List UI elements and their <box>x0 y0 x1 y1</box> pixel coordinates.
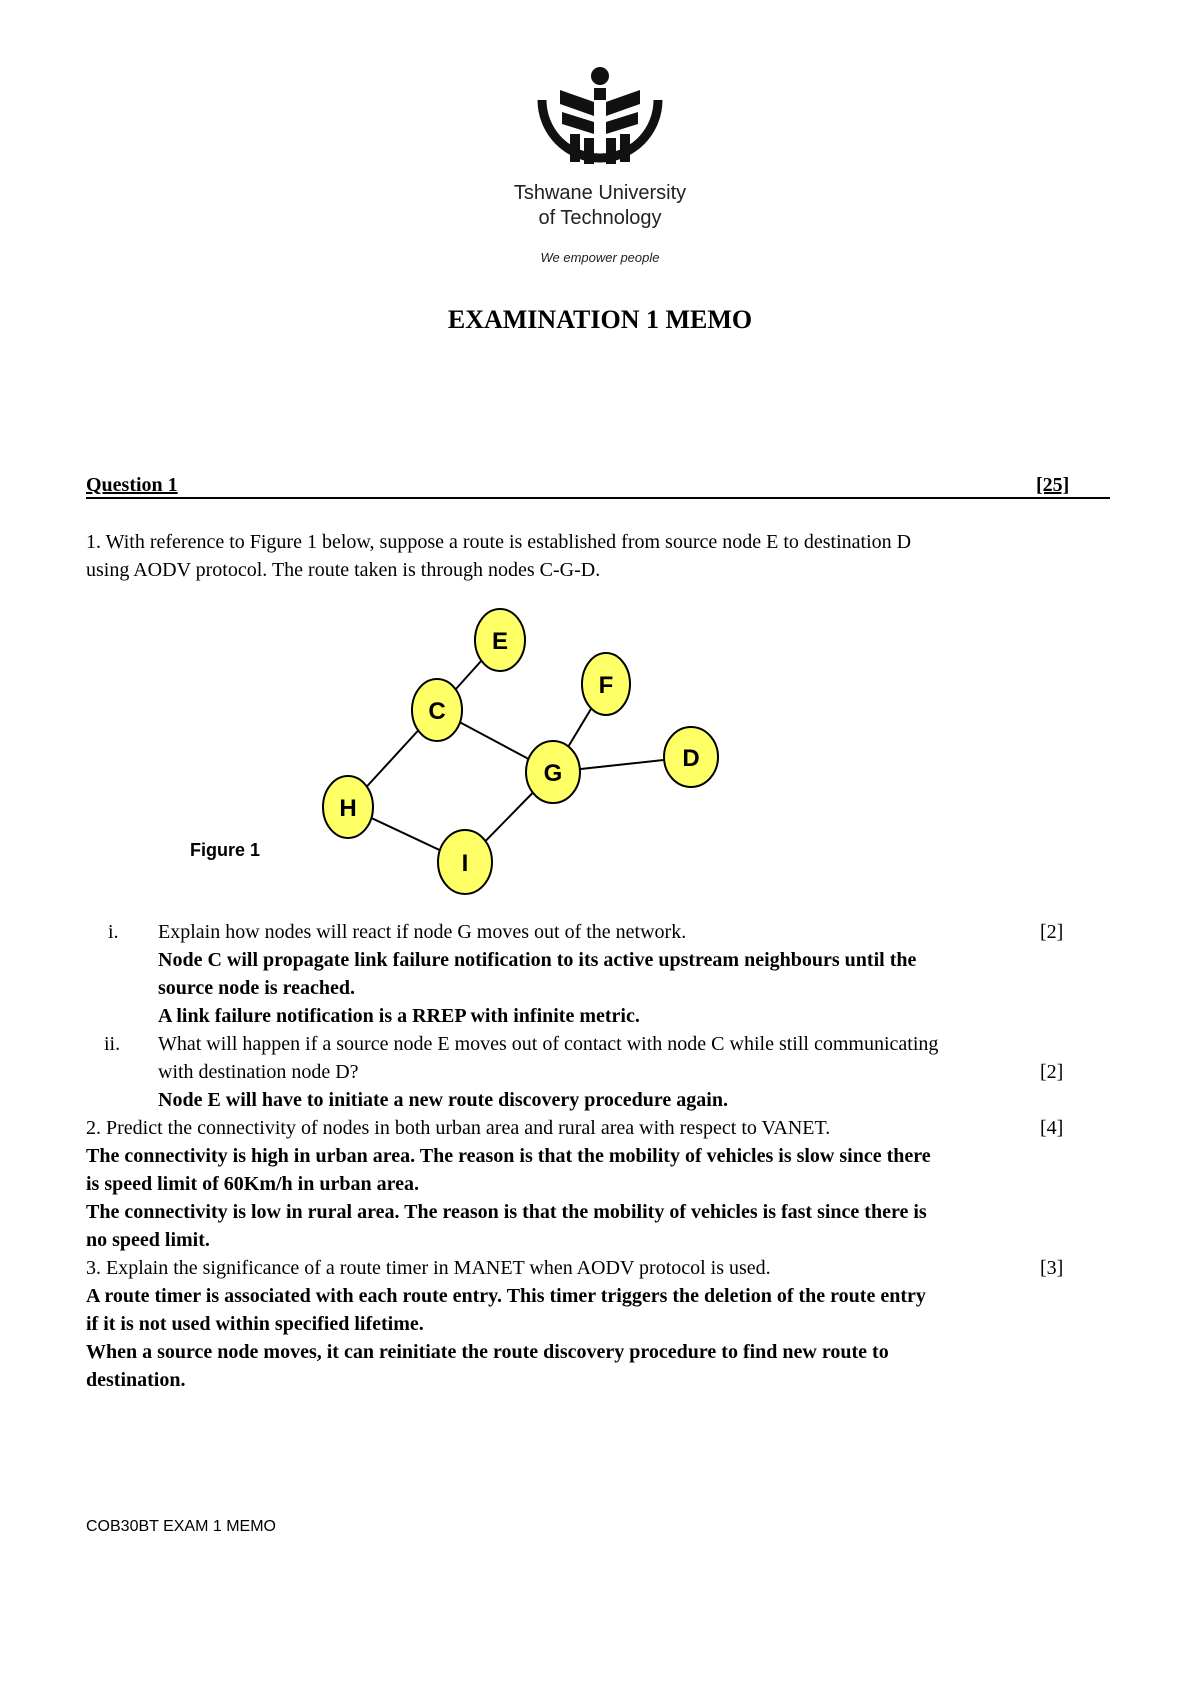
node-f <box>582 653 630 715</box>
node-i <box>438 830 492 894</box>
q1-intro-line2: using AODV protocol. The route taken is through nodes C-G-D. <box>86 559 601 581</box>
q1-ii-marker: ii. <box>104 1033 121 1055</box>
q3-answer-line3: When a source node moves, it can reinitiate the route discovery procedure to find new route to <box>86 1341 889 1363</box>
node-e-label: E <box>491 628 509 655</box>
q1-intro-line1: 1. With reference to Figure 1 below, suppose a route is established from source node E to destination D <box>86 531 912 553</box>
q1-i-marks: [2] <box>1040 921 1064 943</box>
tut-shield-logo-icon <box>500 62 700 182</box>
q1-i-question: Explain how nodes will react if node G moves out of the network. <box>158 921 687 943</box>
question-marks: [25] <box>1036 474 1070 496</box>
figure-label: Figure 1 <box>190 840 261 860</box>
page-title: EXAMINATION 1 MEMO <box>447 305 753 334</box>
node-i-label: I <box>461 850 469 877</box>
q1-ii-answer: Node E will have to initiate a new route discovery procedure again. <box>158 1089 728 1111</box>
q3-question: 3. Explain the significance of a route timer in MANET when AODV protocol is used. <box>86 1257 771 1279</box>
node-c-label: C <box>428 698 446 725</box>
q3-marks: [3] <box>1040 1257 1064 1279</box>
question-label: Question 1 <box>86 474 178 496</box>
q1-ii-question-line2: with destination node D? <box>158 1061 359 1083</box>
university-name-line2: of Technology <box>538 207 662 229</box>
q1-ii-marks: [2] <box>1040 1061 1064 1083</box>
q2-answer-line1: The connectivity is high in urban area. The reason is that the mobility of vehicles is slow since there <box>86 1145 931 1167</box>
university-name <box>440 181 760 231</box>
node-d-label: D <box>682 745 700 772</box>
university-name-line1: Tshwane University <box>513 182 687 204</box>
q2-answer-line4: no speed limit. <box>86 1229 210 1251</box>
q1-i-answer-line1: Node C will propagate link failure notification to its active upstream neighbours until the <box>158 949 917 971</box>
q1-i-marker: i. <box>108 921 119 943</box>
q1-ii-question-line1: What will happen if a source node E moves out of contact with node C while still communicating <box>158 1033 939 1055</box>
q3-answer-line1: A route timer is associated with each route entry. This timer triggers the deletion of the route entry <box>86 1285 926 1307</box>
q2-answer-line3: The connectivity is low in rural area. The reason is that the mobility of vehicles is fast since there is <box>86 1201 927 1223</box>
question-divider <box>86 497 1110 499</box>
graph-nodes <box>323 609 718 894</box>
node-g <box>526 741 580 803</box>
q1-i-answer-line3: A link failure notification is a RREP with infinite metric. <box>158 1005 640 1027</box>
university-slogan: We empower people <box>540 250 660 265</box>
page-footer: COB30BT EXAM 1 MEMO <box>86 1518 276 1535</box>
q2-answer-line2: is speed limit of 60Km/h in urban area. <box>86 1173 419 1195</box>
node-h-label: H <box>339 795 357 822</box>
node-e <box>475 609 525 671</box>
network-graph <box>300 600 740 900</box>
university-logo <box>500 62 700 182</box>
q3-answer-line4: destination. <box>86 1369 186 1391</box>
node-d <box>664 727 718 787</box>
q2-question: 2. Predict the connectivity of nodes in both urban area and rural area with respect to VANET. <box>86 1117 831 1139</box>
node-f-label: F <box>598 672 614 699</box>
q3-answer-line2: if it is not used within specified lifetime. <box>86 1313 424 1335</box>
q1-i-answer-line2: source node is reached. <box>158 977 356 999</box>
node-g-label: G <box>543 760 563 787</box>
graph-edges <box>348 640 691 862</box>
q2-marks: [4] <box>1040 1117 1064 1139</box>
node-c <box>412 679 462 741</box>
node-h <box>323 776 373 838</box>
